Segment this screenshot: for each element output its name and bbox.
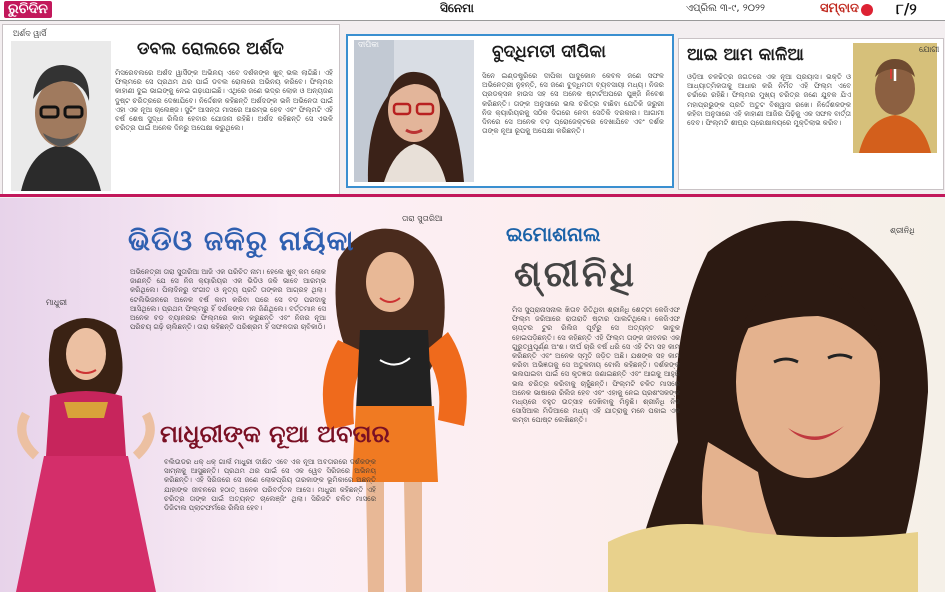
madhuri-body: ବଲିଉଡର ଧକ୍ ଧକ୍ ଗାର୍ଲ ମାଧୁରୀ ଦୀକ୍ଷିତ ଏବେ ଏକ ନୂଆ ଅବତାରରେ ଦର୍ଶକଙ୍କ ସାମ୍ନାକୁ ଆସୁଛନ୍ତି। ପ୍ରଥମ ଥର ପାଇଁ ସେ ଏକ ୱେବ ସିରିଜରେ ଅଭିନୟ କରିଛନ୍ତି। ଏହି ସିରିଜରେ ସେ ଜଣେ ଲୋକପ୍ରିୟ ତାରକାଙ୍କ ଭୂମିକାରେ ଅଛନ୍ତି ଯାହାଙ୍କ ଜୀବନରେ ହଠାତ୍ ଅନେକ ପରିବର୍ତ୍ତନ ଆସେ। ମାଧୁରୀ କହିଛନ୍ତି ଏହି ଚରିତ୍ର ତାଙ୍କ ପାଇଁ ଅତ୍ୟନ୍ତ ଚାଲେଞ୍ଜିଂ ଥିଲା। ସିରିଜଟି ଚଳିତ ମାସରେ ଡିଜିଟାଲ ପ୍ଲାଟଫର୍ମରେ ରିଲିଜ ହେବ। — [164, 458, 376, 513]
kalia-photo — [853, 43, 940, 153]
arshad-headline: ଡବଲ ରୋଲରେ ଅର୍ଶଦ — [137, 39, 284, 59]
madhuri-caption: ମାଧୁରୀ — [46, 298, 68, 307]
arshad-body: ମିସରେବଲରେ ଅର୍ଶଦ ୱାର୍ସିଙ୍କ ଅଭିନୟ ଏବେ ଦର୍ଶକଙ୍କ ଖୁବ୍ ଭଲ ଲାଗିଛି। ଏହି ଫିଲ୍ମରେ ସେ ପ୍ରଥମ ଥର ପାଇଁ ଡବଲ ରୋଲରେ ଅଭିନୟ କରିବେ। ଫିଲ୍ମର କାହାଣୀ ଦୁଇ ଭାଇଙ୍କୁ ନେଇ ଗଢ଼ାଯାଇଛି। ଏଥିରେ ଜଣେ ଭଦ୍ର ଲୋକ ଓ ଅନ୍ୟଜଣ ଦୁଷ୍ଟ ଚରିତ୍ରରେ ଦେଖାଯିବେ। ନିର୍ଦ୍ଦେଶକ କହିଛନ୍ତି ଅର୍ଶଦଙ୍କ ଭଳି ଅଭିନେତା ପାଇଁ ଏହା ଏକ ନୂଆ ଚାଲେଞ୍ଜ। ସୁଟିଂ ଆସନ୍ତା ମାସରେ ଆରମ୍ଭ ହେବ ଏବଂ ଫିଲ୍ମଟି ଏହି ବର୍ଷ ଶେଷ ସୁଦ୍ଧା ରିଲିଜ ହେବାର ଯୋଜନା ରହିଛି। ଅର୍ଶଦ କହିଛନ୍ତି ସେ ଏଭଳି ଚରିତ୍ର ପାଇଁ ଅନେକ ଦିନରୁ ଅପେକ୍ଷା କରୁଥିଲେ। — [115, 69, 333, 133]
tara-caption: ତାରା ସୁତାରିଆ — [402, 214, 443, 223]
deepika-headline: ବୁଦ୍ଧିମତୀ ଦୀପିକା — [492, 42, 606, 62]
page-number: ୮/୨ — [896, 0, 917, 18]
srinidhi-caption: ଶ୍ରୀନିଧି — [890, 226, 915, 235]
srinidhi-kicker: ଇମୋଶନାଲ — [506, 222, 601, 246]
deepika-photo — [354, 40, 474, 182]
kalia-body: ଓଡ଼ିଆ ଚଳଚ୍ଚିତ୍ର ଜଗତରେ ଏକ ନୂଆ ପ୍ରୟାସ। ଭକ୍ତି ଓ ଆଧ୍ୟାତ୍ମିକତାକୁ ଆଧାର କରି ନିର୍ମିତ ଏହି ଫିଲ୍ମ ଏବେ ଚର୍ଚ୍ଚାରେ ରହିଛି। ଫିଲ୍ମର ମୁଖ୍ୟ ଚରିତ୍ର ଜଣେ ଯୁବକ ଯିଏ ମହାପ୍ରଭୁଙ୍କ ପ୍ରତି ଅତୁଟ ବିଶ୍ୱାସ ରଖେ। ନିର୍ଦ୍ଦେଶକଙ୍କ କହିବା ଅନୁସାରେ ଏହି କାହାଣୀ ଆଜିର ପିଢ଼ିକୁ ଏକ ସଫଳ ବାର୍ତ୍ତା ଦେବ। ଫିଲ୍ମଟି ଶୀଘ୍ର ପ୍ରେକ୍ଷାଳୟରେ ମୁକ୍ତିଲାଭ କରିବ। — [687, 73, 851, 128]
story-deepika — [346, 34, 674, 188]
kalia-caption: ଯୋଗୀ — [919, 45, 940, 54]
arshad-caption: ଅର୍ଶଦ ୱାର୍ସି — [13, 29, 47, 38]
section-divider — [0, 194, 945, 197]
story-arshad — [2, 24, 340, 196]
tara-headline: ଭିଡିଓ ଜକିରୁ ନାୟିକା — [128, 224, 355, 257]
srinidhi-headline: ଶ୍ରୀନିଧି — [514, 254, 638, 295]
kalia-headline: ଆଇ ଆମ କାଳିଆ — [687, 45, 804, 65]
madhuri-headline: ମାଧୁରୀଙ୍କ ନୂଆ ଅବତାର — [160, 420, 390, 448]
brand-dot-icon — [861, 4, 873, 16]
section-title: ସିନେମା — [440, 1, 474, 15]
section-logo: ରୁଚିଦିନ — [4, 1, 52, 18]
arshad-photo — [11, 41, 111, 191]
issue-date: ଏପ୍ରିଲ ୩-୯, ୨୦୨୨ — [686, 3, 765, 14]
srinidhi-body: ମିସ ସୁପ୍ରାନାସନାଲ ଖିତାବ ଜିତିଥିବା ଶ୍ରୀନିଧି ଶେଟ୍ଟୀ କେଜିଏଫ ଫିଲ୍ମ ଜରିଆରେ ରାତାରାତି ଷ୍ଟାର ପାଲଟିଥିଲେ। କେଜିଏଫ ଚାପ୍ଟର ଟୁର ରିଲିଜ ପୂର୍ବରୁ ସେ ଅତ୍ୟନ୍ତ ଭାବୁକ ହୋଇପଡ଼ିଛନ୍ତି। ସେ କହିଛନ୍ତି ଏହି ଫିଲ୍ମ ତାଙ୍କ ଜୀବନର ଏକ ଗୁରୁତ୍ୱପୂର୍ଣ୍ଣ ଅଂଶ। ଦୀର୍ଘ ଚାରି ବର୍ଷ ଧରି ସେ ଏହି ଟିମ ସହ କାମ କରିଛନ୍ତି ଏବଂ ଅନେକ ସ୍ମୃତି ଜଡ଼ିତ ଅଛି। ଯଶଙ୍କ ସହ କାମ କରିବା ଅଭିଜ୍ଞତାକୁ ସେ ଅତୁଳନୀୟ ବୋଲି କହିଛନ୍ତି। ଦର୍ଶକଙ୍କ ଭଲପାଇବା ପାଇଁ ସେ କୃତଜ୍ଞତା ଜଣାଇଛନ୍ତି ଏବଂ ଆଗକୁ ଆହୁରି ଭଲ ଚରିତ୍ର କରିବାକୁ ଚାହୁଁଛନ୍ତି। ଫିଲ୍ମଟି ଚଳିତ ମାସରେ ଅନେକ ଭାଷାରେ ରିଲିଜ ହେବ ଏବଂ ଏହାକୁ ନେଇ ପ୍ରଶଂସକଙ୍କ ମଧ୍ୟରେ ବହୁତ ଉତ୍ସାହ ଦେଖିବାକୁ ମିଳୁଛି। ଶ୍ରୀନିଧି ନିଜ ସୋସିଆଲ ମିଡିଆରେ ମଧ୍ୟ ଏହି ଯାତ୍ରାକୁ ମନେ ପକାଇ ଏକ ଲମ୍ବା ପୋଷ୍ଟ ଲେଖିଛନ୍ତି। — [512, 306, 680, 425]
story-kalia — [678, 38, 944, 190]
deepika-body: ସିନେ ଇଣ୍ଡଷ୍ଟ୍ରିରେ ଦୀପିକା ପାଦୁକୋନ କେବଳ ଜଣେ ସଫଳ ଅଭିନେତ୍ରୀ ନୁହନ୍ତି, ସେ ଜଣେ ବୁଦ୍ଧିମତୀ ବ୍ୟବସାୟୀ ମଧ୍ୟ। ନିଜର ପ୍ରଡକ୍ସନ ହାଉସ ସହ ସେ ଅନେକ ଷ୍ଟାର୍ଟଅପରେ ପୁଞ୍ଜି ନିବେଶ କରିଛନ୍ତି। ତାଙ୍କ ଅନୁସାରେ ଭଲ ଚରିତ୍ର ବାଛିବା ଯେତିକି ଜରୁରୀ ନିଜ କ୍ୟାରିୟରକୁ ସଠିକ ଦିଗରେ ନେବା ସେତିକି ଦରକାର। ଆଗାମୀ ଦିନରେ ସେ ଅନେକ ବଡ଼ ପ୍ରୋଜେକ୍ଟରେ ଦେଖାଯିବେ ଏବଂ ଦର୍ଶକ ତାଙ୍କ ନୂଆ ରୂପକୁ ଅପେକ୍ଷା କରିଛନ୍ତି। — [482, 72, 664, 136]
deepika-caption: ଦୀପିକା — [358, 40, 379, 49]
tara-body: ଅଭିନେତ୍ରୀ ତାରା ସୁତାରିଆ ଆଜି ଏକ ପରିଚିତ ନାମ। ହେଲେ ଖୁବ୍ କମ ଲୋକ ଜାଣନ୍ତି ଯେ ସେ ନିଜ କ୍ୟାରିୟର ଏକ ଭିଡିଓ ଜକି ଭାବେ ଆରମ୍ଭ କରିଥିଲେ। ପିଲାଦିନରୁ ସଂଗୀତ ଓ ନୃତ୍ୟ ପ୍ରତି ତାଙ୍କର ଆଗ୍ରହ ଥିଲା। ଟେଲିଭିଜନରେ ଅନେକ ବର୍ଷ କାମ କରିବା ପରେ ସେ ବଡ଼ ପରଦାକୁ ଆସିଥିଲେ। ପ୍ରଥମ ଫିଲ୍ମରୁ ହିଁ ଦର୍ଶକଙ୍କ ମନ ଜିଣିଥିଲେ। ବର୍ତ୍ତମାନ ସେ ଅନେକ ବଡ଼ ବ୍ୟାନରର ଫିଲ୍ମରେ କାମ କରୁଛନ୍ତି ଏବଂ ନିଜର ନୂଆ ପରିଚୟ ଗଢ଼ି ଚାଲିଛନ୍ତି। ତାରା କହିଛନ୍ତି ପରିଶ୍ରମ ହିଁ ସଫଳତାର ଚାବିକାଠି। — [130, 268, 326, 332]
newspaper-brand: ସମ୍ବାଦ — [820, 1, 859, 16]
